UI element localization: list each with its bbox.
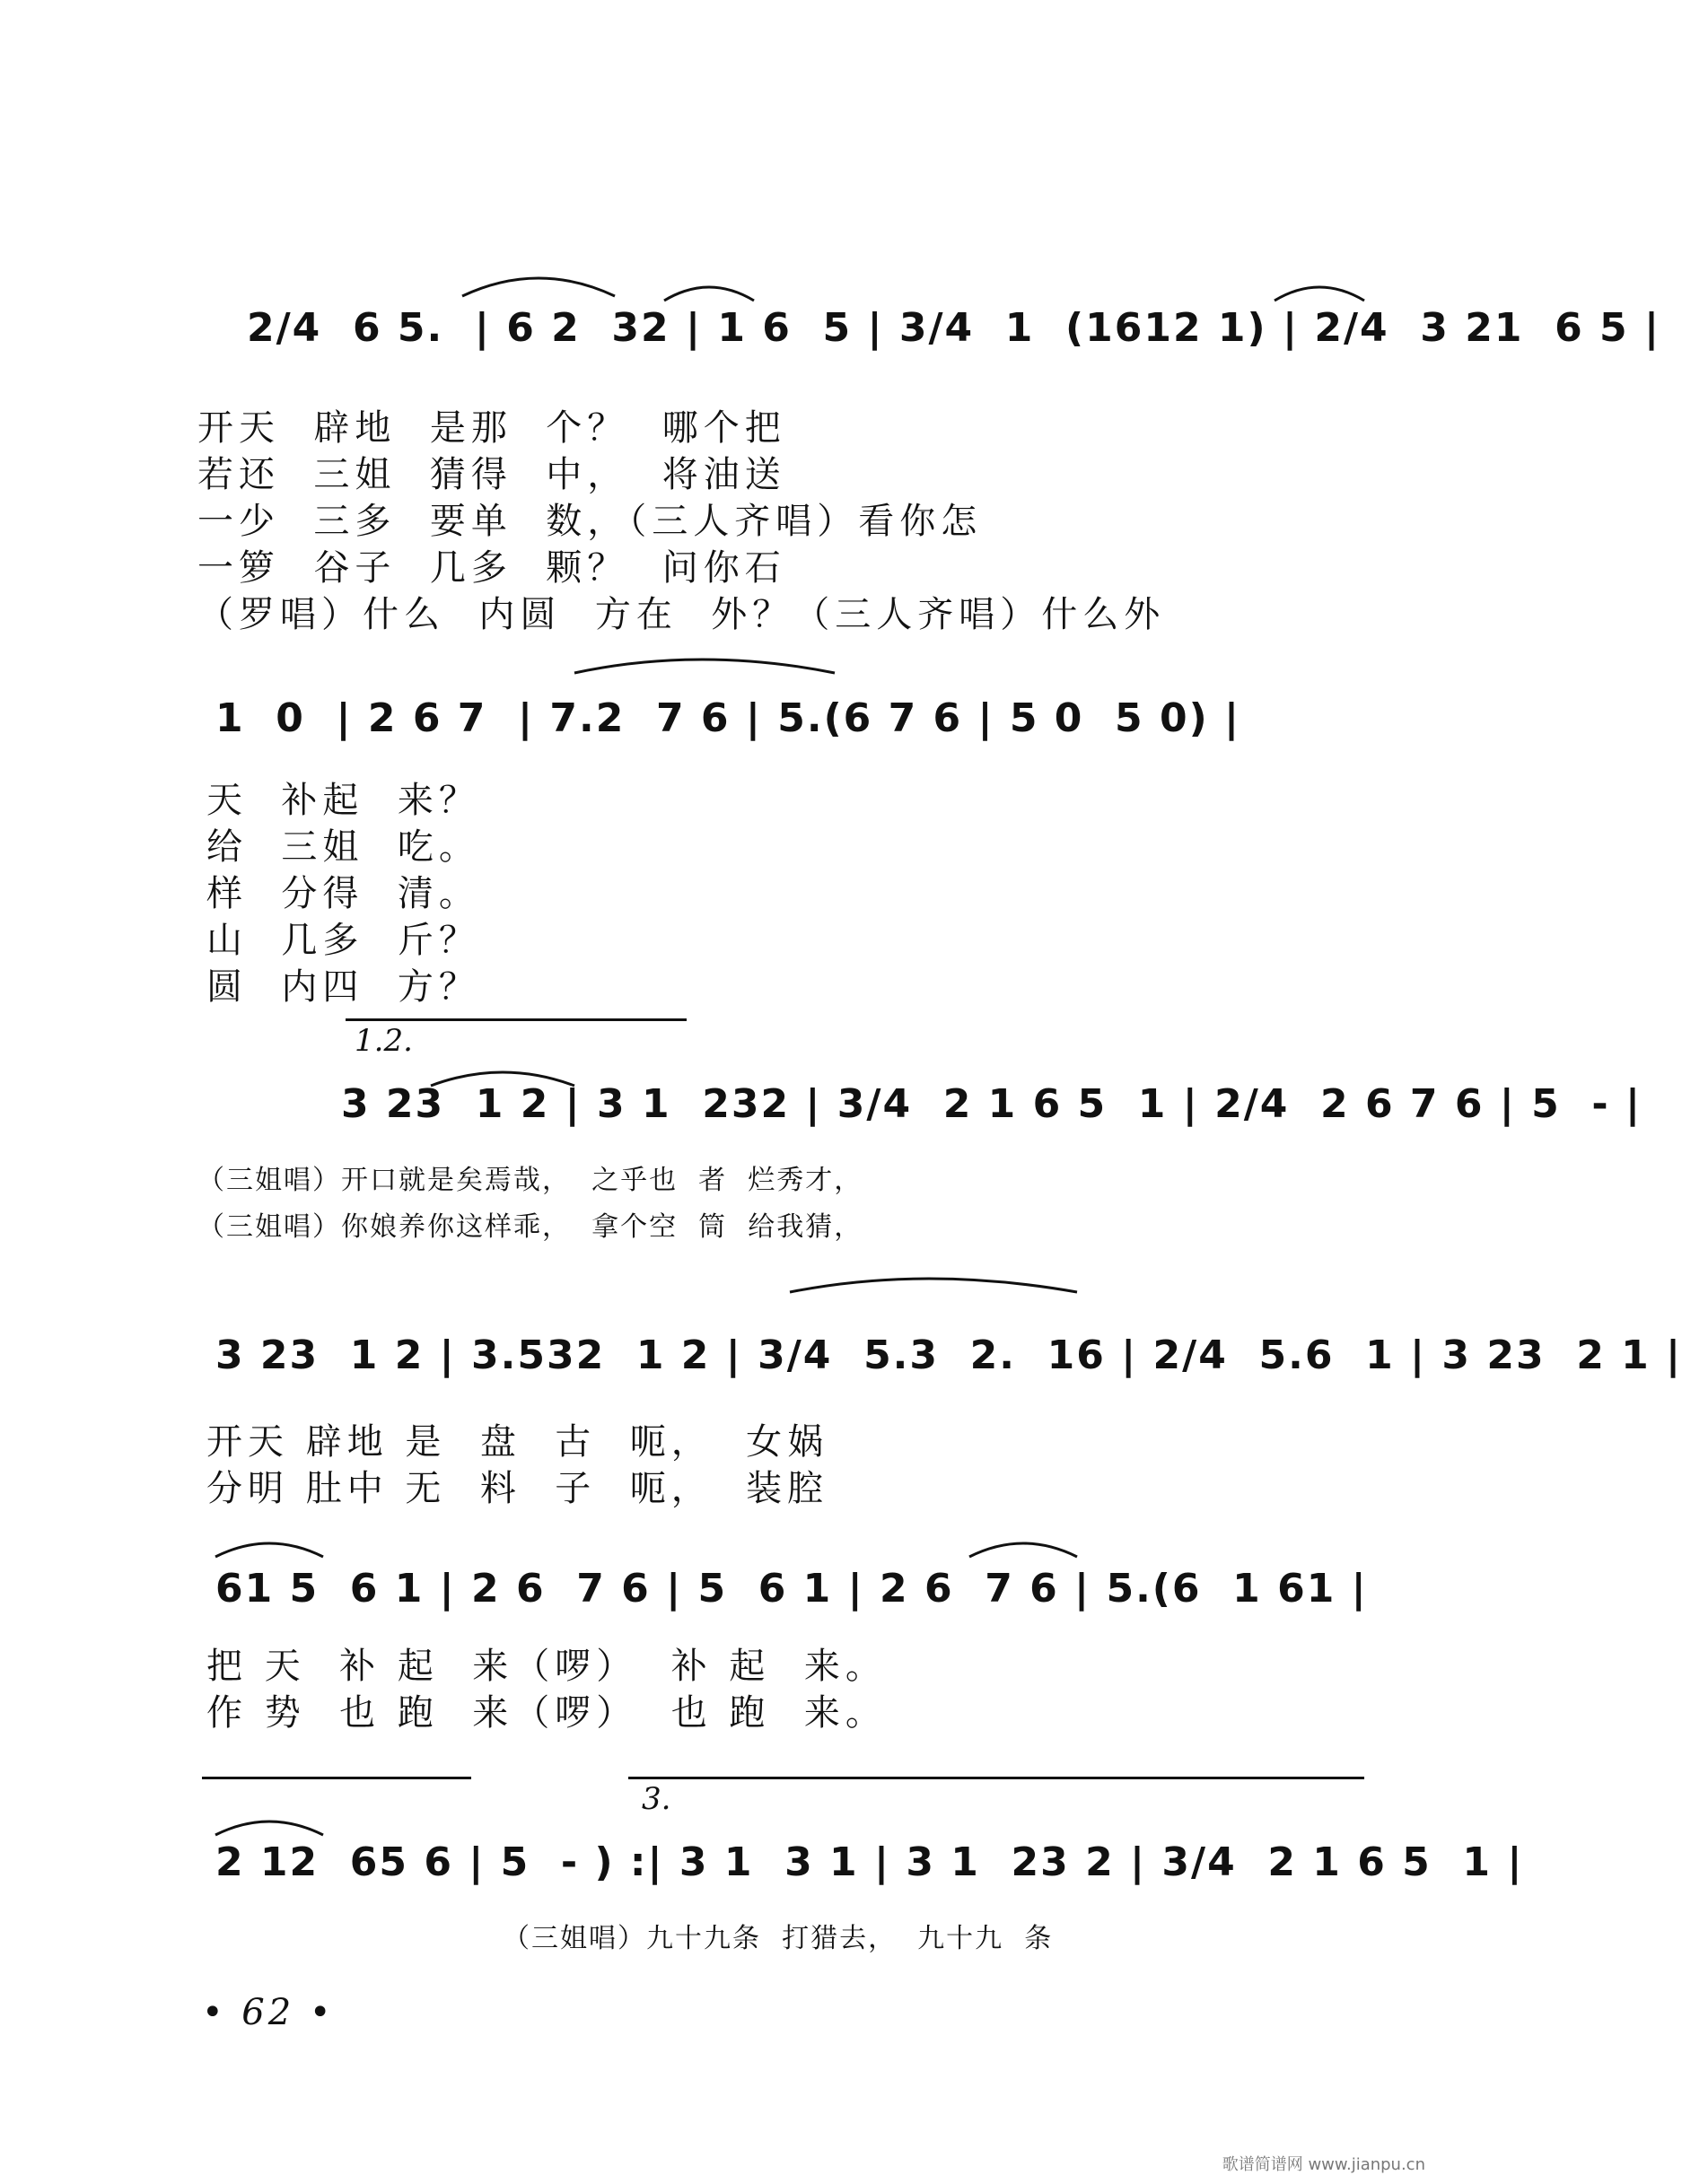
lyric-line: 样 分得 清。: [206, 873, 480, 914]
notation-line: 61 5 6 1 | 2 6 7 6 | 5 6 1 | 2 6 7 6 | 5.(6 1 61 |: [215, 1566, 1368, 1612]
lyric-line: 天 补起 来？: [206, 780, 480, 821]
page-number: • 62 •: [202, 1992, 335, 2033]
lyric-line: 把 天 补 起 来（啰） 补 起 来。: [206, 1646, 887, 1687]
notation-line: 2 12 65 6 | 5 - ) :| 3 1 3 1 | 3 1 23 2 | 3/4 2 1 6 5 1 |: [215, 1839, 1524, 1885]
lyric-line: 开天 辟地 是那 个？ 哪个把: [197, 407, 786, 449]
lyric-line: 圆 内四 方？: [206, 966, 480, 1008]
volta-bracket: [346, 1018, 687, 1021]
notation-line: 3 23 1 2 | 3 1 232 | 3/4 2 1 6 5 1 | 2/4 2 6 7 6 | 5 - |: [341, 1081, 1643, 1127]
volta-label: 1.2.: [355, 1023, 413, 1059]
volta-label: 3.: [642, 1781, 671, 1817]
notation-line: 2/4 6 5. | 6 2 32 | 1 6 5 | 3/4 1 (1612 1) | 2/4 3 21 6 5 |: [247, 305, 1661, 351]
notation-line: 1 0 | 2 6 7 | 7.2 7 6 | 5.(6 7 6 | 5 0 5 0) |: [215, 695, 1241, 741]
watermark: 歌谱简谱网 www.jianpu.cn: [1222, 2155, 1425, 2174]
volta-bracket: [202, 1777, 471, 1779]
lyric-line: （罗唱）什么 内圆 方在 外？（三人齐唱）什么外: [197, 594, 1166, 635]
lyric-line: 开天 辟地 是 盘 古 呃， 女娲: [206, 1421, 829, 1463]
lyric-line: 一少 三多 要单 数，（三人齐唱）看你怎: [197, 501, 983, 542]
volta-bracket: [628, 1777, 1364, 1779]
lyric-line: 给 三姐 吃。: [206, 826, 480, 868]
lyric-line: （三姐唱）开口就是矣焉哉， 之乎也 者 烂秀才，: [197, 1165, 863, 1196]
notation-line: 3 23 1 2 | 3.532 1 2 | 3/4 5.3 2. 16 | 2/4 5.6 1 | 3 23 2 1 |: [215, 1332, 1682, 1378]
lyric-line: 一箩 谷子 几多 颗？ 问你石: [197, 547, 786, 589]
lyric-line: 山 几多 斤？: [206, 920, 480, 961]
lyric-line: 若还 三姐 猜得 中， 将油送: [197, 454, 786, 495]
lyric-line: （三姐唱）九十九条 打猎去， 九十九 条: [503, 1923, 1054, 1954]
lyric-line: 分明 肚中 无 料 子 呃， 装腔: [206, 1468, 829, 1509]
lyric-line: 作 势 也 跑 来（啰） 也 跑 来。: [206, 1692, 887, 1734]
lyric-line: （三姐唱）你娘养你这样乖， 拿个空 筒 给我猜，: [197, 1211, 863, 1243]
